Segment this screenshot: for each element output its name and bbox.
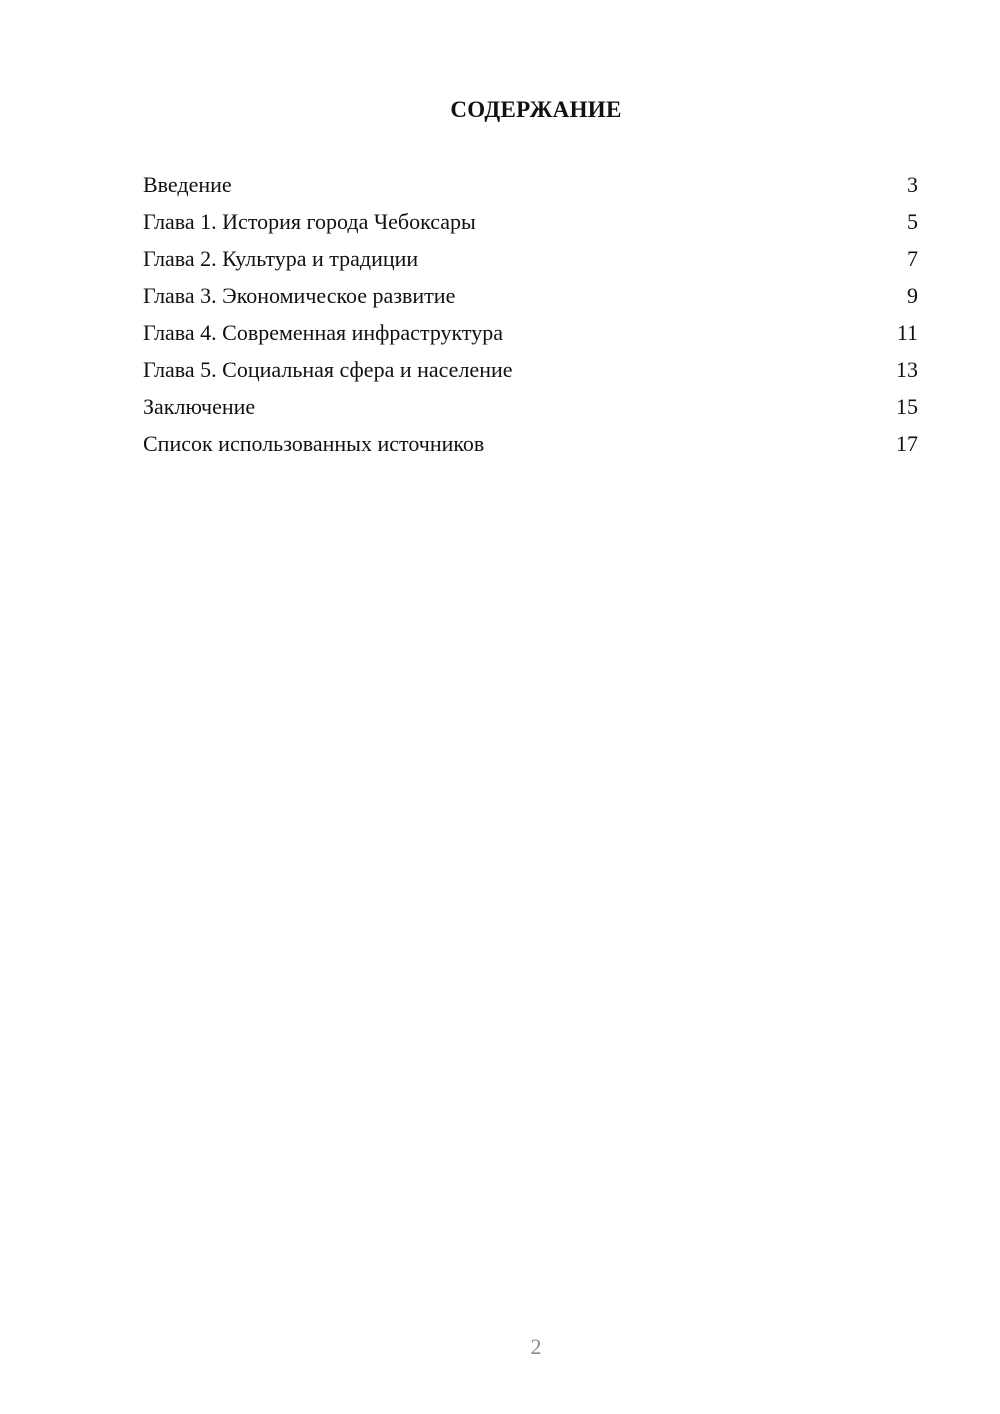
toc-entry-page: 17: [896, 431, 918, 456]
toc-entry-page: 5: [907, 209, 918, 234]
toc-entry-page: 7: [907, 246, 918, 271]
toc-entry-chapter-5[interactable]: [143, 355, 918, 392]
toc-entry-introduction[interactable]: [143, 170, 918, 207]
toc-entry-label: Глава 1. История города Чебоксары: [143, 209, 476, 234]
toc-entry-label: Список использованных источников: [143, 431, 485, 456]
toc-entry-page: 9: [907, 283, 918, 308]
toc-entry-references[interactable]: [143, 429, 918, 466]
toc-entry-page: 15: [896, 394, 918, 419]
toc-entry-label: Глава 5. Социальная сфера и население: [143, 357, 513, 382]
toc-entry-label: Глава 2. Культура и традиции: [143, 246, 419, 271]
toc-entry-page: 3: [907, 172, 918, 197]
page-title: СОДЕРЖАНИЕ: [450, 97, 622, 122]
page-number: 2: [530, 1334, 542, 1359]
toc-entry-label: Глава 3. Экономическое развитие: [143, 283, 456, 308]
toc-entry-chapter-2[interactable]: [143, 244, 918, 281]
toc-entry-chapter-1[interactable]: [143, 207, 918, 244]
toc-entry-label: Заключение: [143, 394, 256, 419]
toc-entry-conclusion[interactable]: [143, 392, 918, 429]
table-of-contents: [143, 170, 918, 466]
toc-entry-page: 11: [896, 320, 918, 345]
toc-entry-chapter-4[interactable]: [143, 318, 918, 355]
toc-entry-label: Глава 4. Современная инфраструктура: [143, 320, 504, 345]
toc-entry-label: Введение: [143, 172, 232, 197]
toc-entry-page: 13: [896, 357, 918, 382]
toc-entry-chapter-3[interactable]: [143, 281, 918, 318]
